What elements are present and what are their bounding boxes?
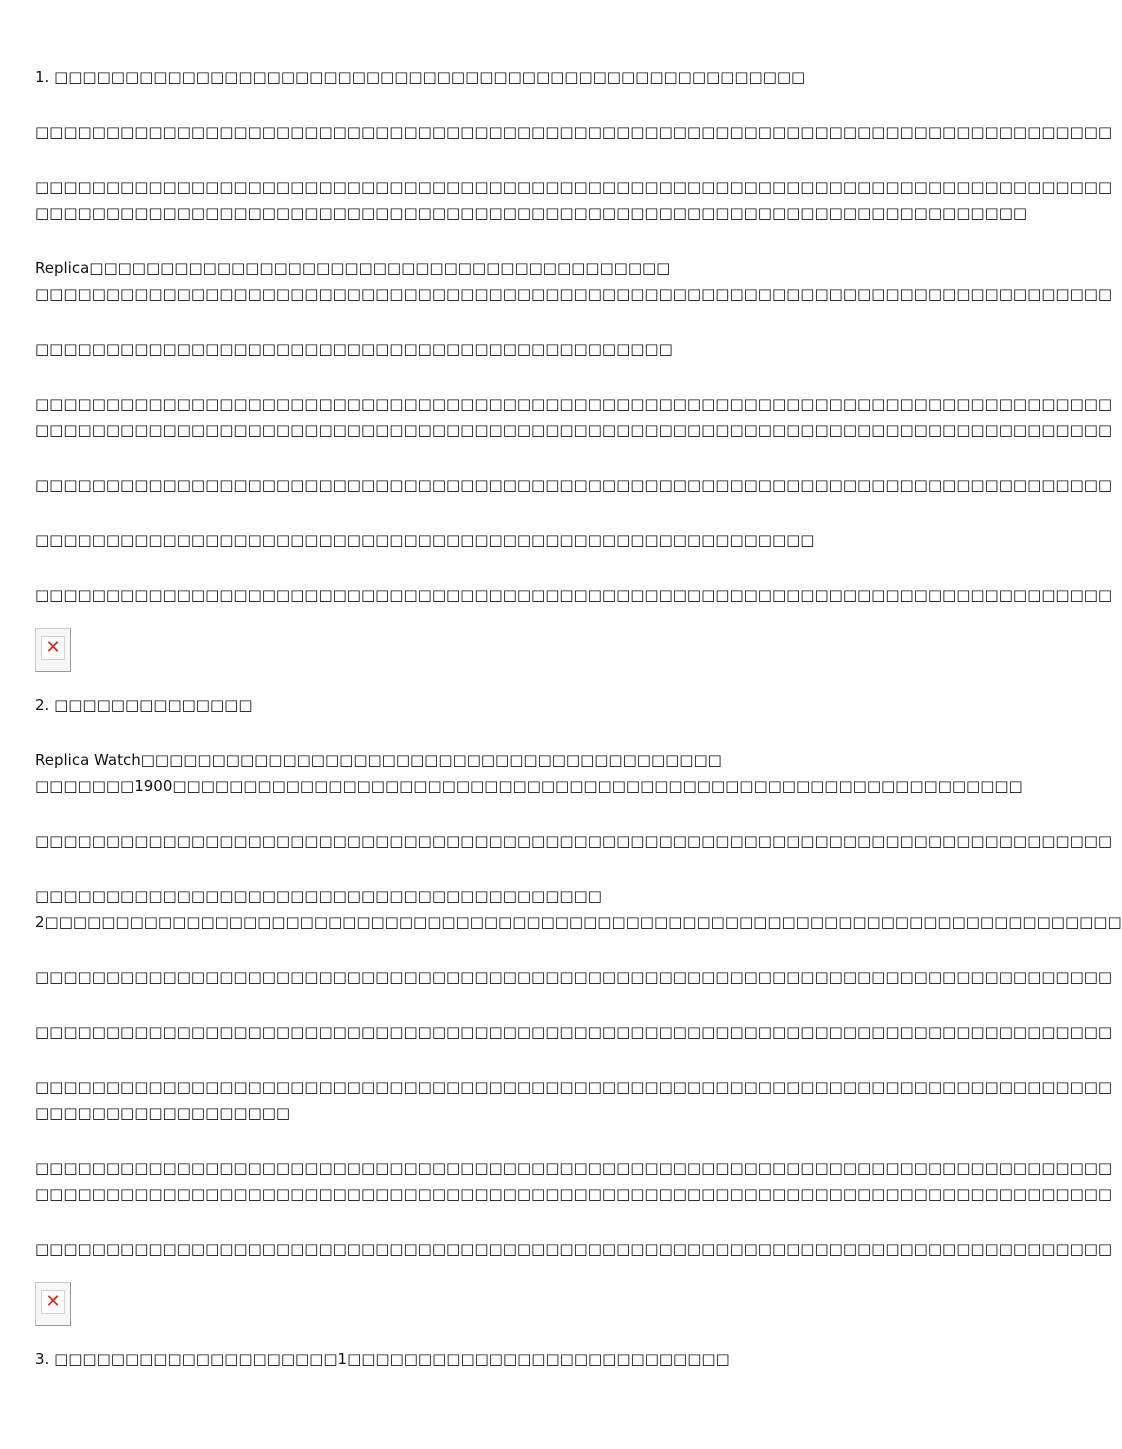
- paragraph: □□□□□□□□□□□□□□□□□□□□□□□□□□□□□□□□□□□□□□□□□□□□□□□□□□□□□□□□□□□□□□□□□□□□□□□□□□□□: [35, 1159, 1113, 1177]
- close-icon: ✕: [45, 1291, 61, 1312]
- paragraph: □□□□□□□□□□□□□□□□□□: [35, 1104, 291, 1122]
- paragraph: 2□□□□□□□□□□□□□□□□□□□□□□□□□□□□□□□□□□□□□□□□□□□□□□□□□□□□□□□□□□□□□□□□□□□□□□□□□□□□: [35, 913, 1122, 931]
- paragraph: □□□□□□□1900□□□□□□□□□□□□□□□□□□□□□□□□□□□□□□□□□□□□□□□□□□□□□□□□□□□□□□□□□□□□: [35, 777, 1023, 795]
- paragraph: □□□□□□□□□□□□□□□□□□□□□□□□□□□□□□□□□□□□□□□□□□□□□□□□□□□□□□□□□□□□□□□□□□□□□□□□□□□□: [35, 395, 1113, 413]
- section-2-heading: 2. □□□□□□□□□□□□□□: [35, 696, 253, 714]
- paragraph: □□□□□□□□□□□□□□□□□□□□□□□□□□□□□□□□□□□□□□□□□□□□□: [35, 340, 673, 358]
- broken-image-icon: [35, 1282, 71, 1326]
- close-icon: ✕: [45, 637, 61, 658]
- paragraph: □□□□□□□□□□□□□□□□□□□□□□□□□□□□□□□□□□□□□□□□□□□□□□□□□□□□□□□□□□□□□□□□□□□□□□□□□□□□: [35, 285, 1113, 303]
- document-body: [35, 64, 1122, 1372]
- paragraph: □□□□□□□□□□□□□□□□□□□□□□□□□□□□□□□□□□□□□□□□□□□□□□□□□□□□□□□□□□□□□□□□□□□□□□□□□□□□: [35, 123, 1113, 141]
- paragraph: □□□□□□□□□□□□□□□□□□□□□□□□□□□□□□□□□□□□□□□□□□□□□□□□□□□□□□□□□□□□□□□□□□□□□□□□□□□□: [35, 476, 1113, 494]
- paragraph: □□□□□□□□□□□□□□□□□□□□□□□□□□□□□□□□□□□□□□□□□□□□□□□□□□□□□□□□□□□□□□□□□□□□□□□□□□□□: [35, 968, 1113, 986]
- paragraph: □□□□□□□□□□□□□□□□□□□□□□□□□□□□□□□□□□□□□□□□□□□□□□□□□□□□□□□□□□□□□□□□□□□□□□□□□□□□: [35, 178, 1113, 196]
- paragraph: Replica Watch□□□□□□□□□□□□□□□□□□□□□□□□□□□□□□□□□□□□□□□□□: [35, 751, 722, 769]
- paragraph: □□□□□□□□□□□□□□□□□□□□□□□□□□□□□□□□□□□□□□□□□□□□□□□□□□□□□□□□□□□□□□□□□□□□□□□□□□□□: [35, 832, 1113, 850]
- paragraph: □□□□□□□□□□□□□□□□□□□□□□□□□□□□□□□□□□□□□□□□□□□□□□□□□□□□□□□□□□□□□□□□□□□□□□□□□□□□: [35, 1023, 1113, 1041]
- paragraph: □□□□□□□□□□□□□□□□□□□□□□□□□□□□□□□□□□□□□□□□□□□□□□□□□□□□□□□□□□□□□□□□□□□□□□□□□□□□: [35, 1240, 1113, 1258]
- paragraph: □□□□□□□□□□□□□□□□□□□□□□□□□□□□□□□□□□□□□□□□□□□□□□□□□□□□□□□□□□□□□□□□□□□□□□□□□□□□: [35, 1078, 1113, 1096]
- paragraph: □□□□□□□□□□□□□□□□□□□□□□□□□□□□□□□□□□□□□□□□□□□□□□□□□□□□□□□: [35, 531, 815, 549]
- section-3-heading: 3. □□□□□□□□□□□□□□□□□□□□1□□□□□□□□□□□□□□□□□□□□□□□□□□□: [35, 1350, 730, 1368]
- section-1-heading: 1. □□□□□□□□□□□□□□□□□□□□□□□□□□□□□□□□□□□□□□□□□□□□□□□□□□□□□: [35, 68, 806, 86]
- broken-image-icon: [35, 628, 71, 672]
- paragraph: Replica□□□□□□□□□□□□□□□□□□□□□□□□□□□□□□□□□□□□□□□□□: [35, 259, 671, 277]
- paragraph: □□□□□□□□□□□□□□□□□□□□□□□□□□□□□□□□□□□□□□□□□□□□□□□□□□□□□□□□□□□□□□□□□□□□□□□□□□□□: [35, 1185, 1113, 1203]
- paragraph: □□□□□□□□□□□□□□□□□□□□□□□□□□□□□□□□□□□□□□□□□□□□□□□□□□□□□□□□□□□□□□□□□□□□□□□□□□□□: [35, 421, 1113, 439]
- paragraph: □□□□□□□□□□□□□□□□□□□□□□□□□□□□□□□□□□□□□□□□: [35, 887, 602, 905]
- paragraph: □□□□□□□□□□□□□□□□□□□□□□□□□□□□□□□□□□□□□□□□□□□□□□□□□□□□□□□□□□□□□□□□□□□□□□□□□□□□: [35, 586, 1113, 604]
- paragraph: □□□□□□□□□□□□□□□□□□□□□□□□□□□□□□□□□□□□□□□□□□□□□□□□□□□□□□□□□□□□□□□□□□□□□□: [35, 204, 1028, 222]
